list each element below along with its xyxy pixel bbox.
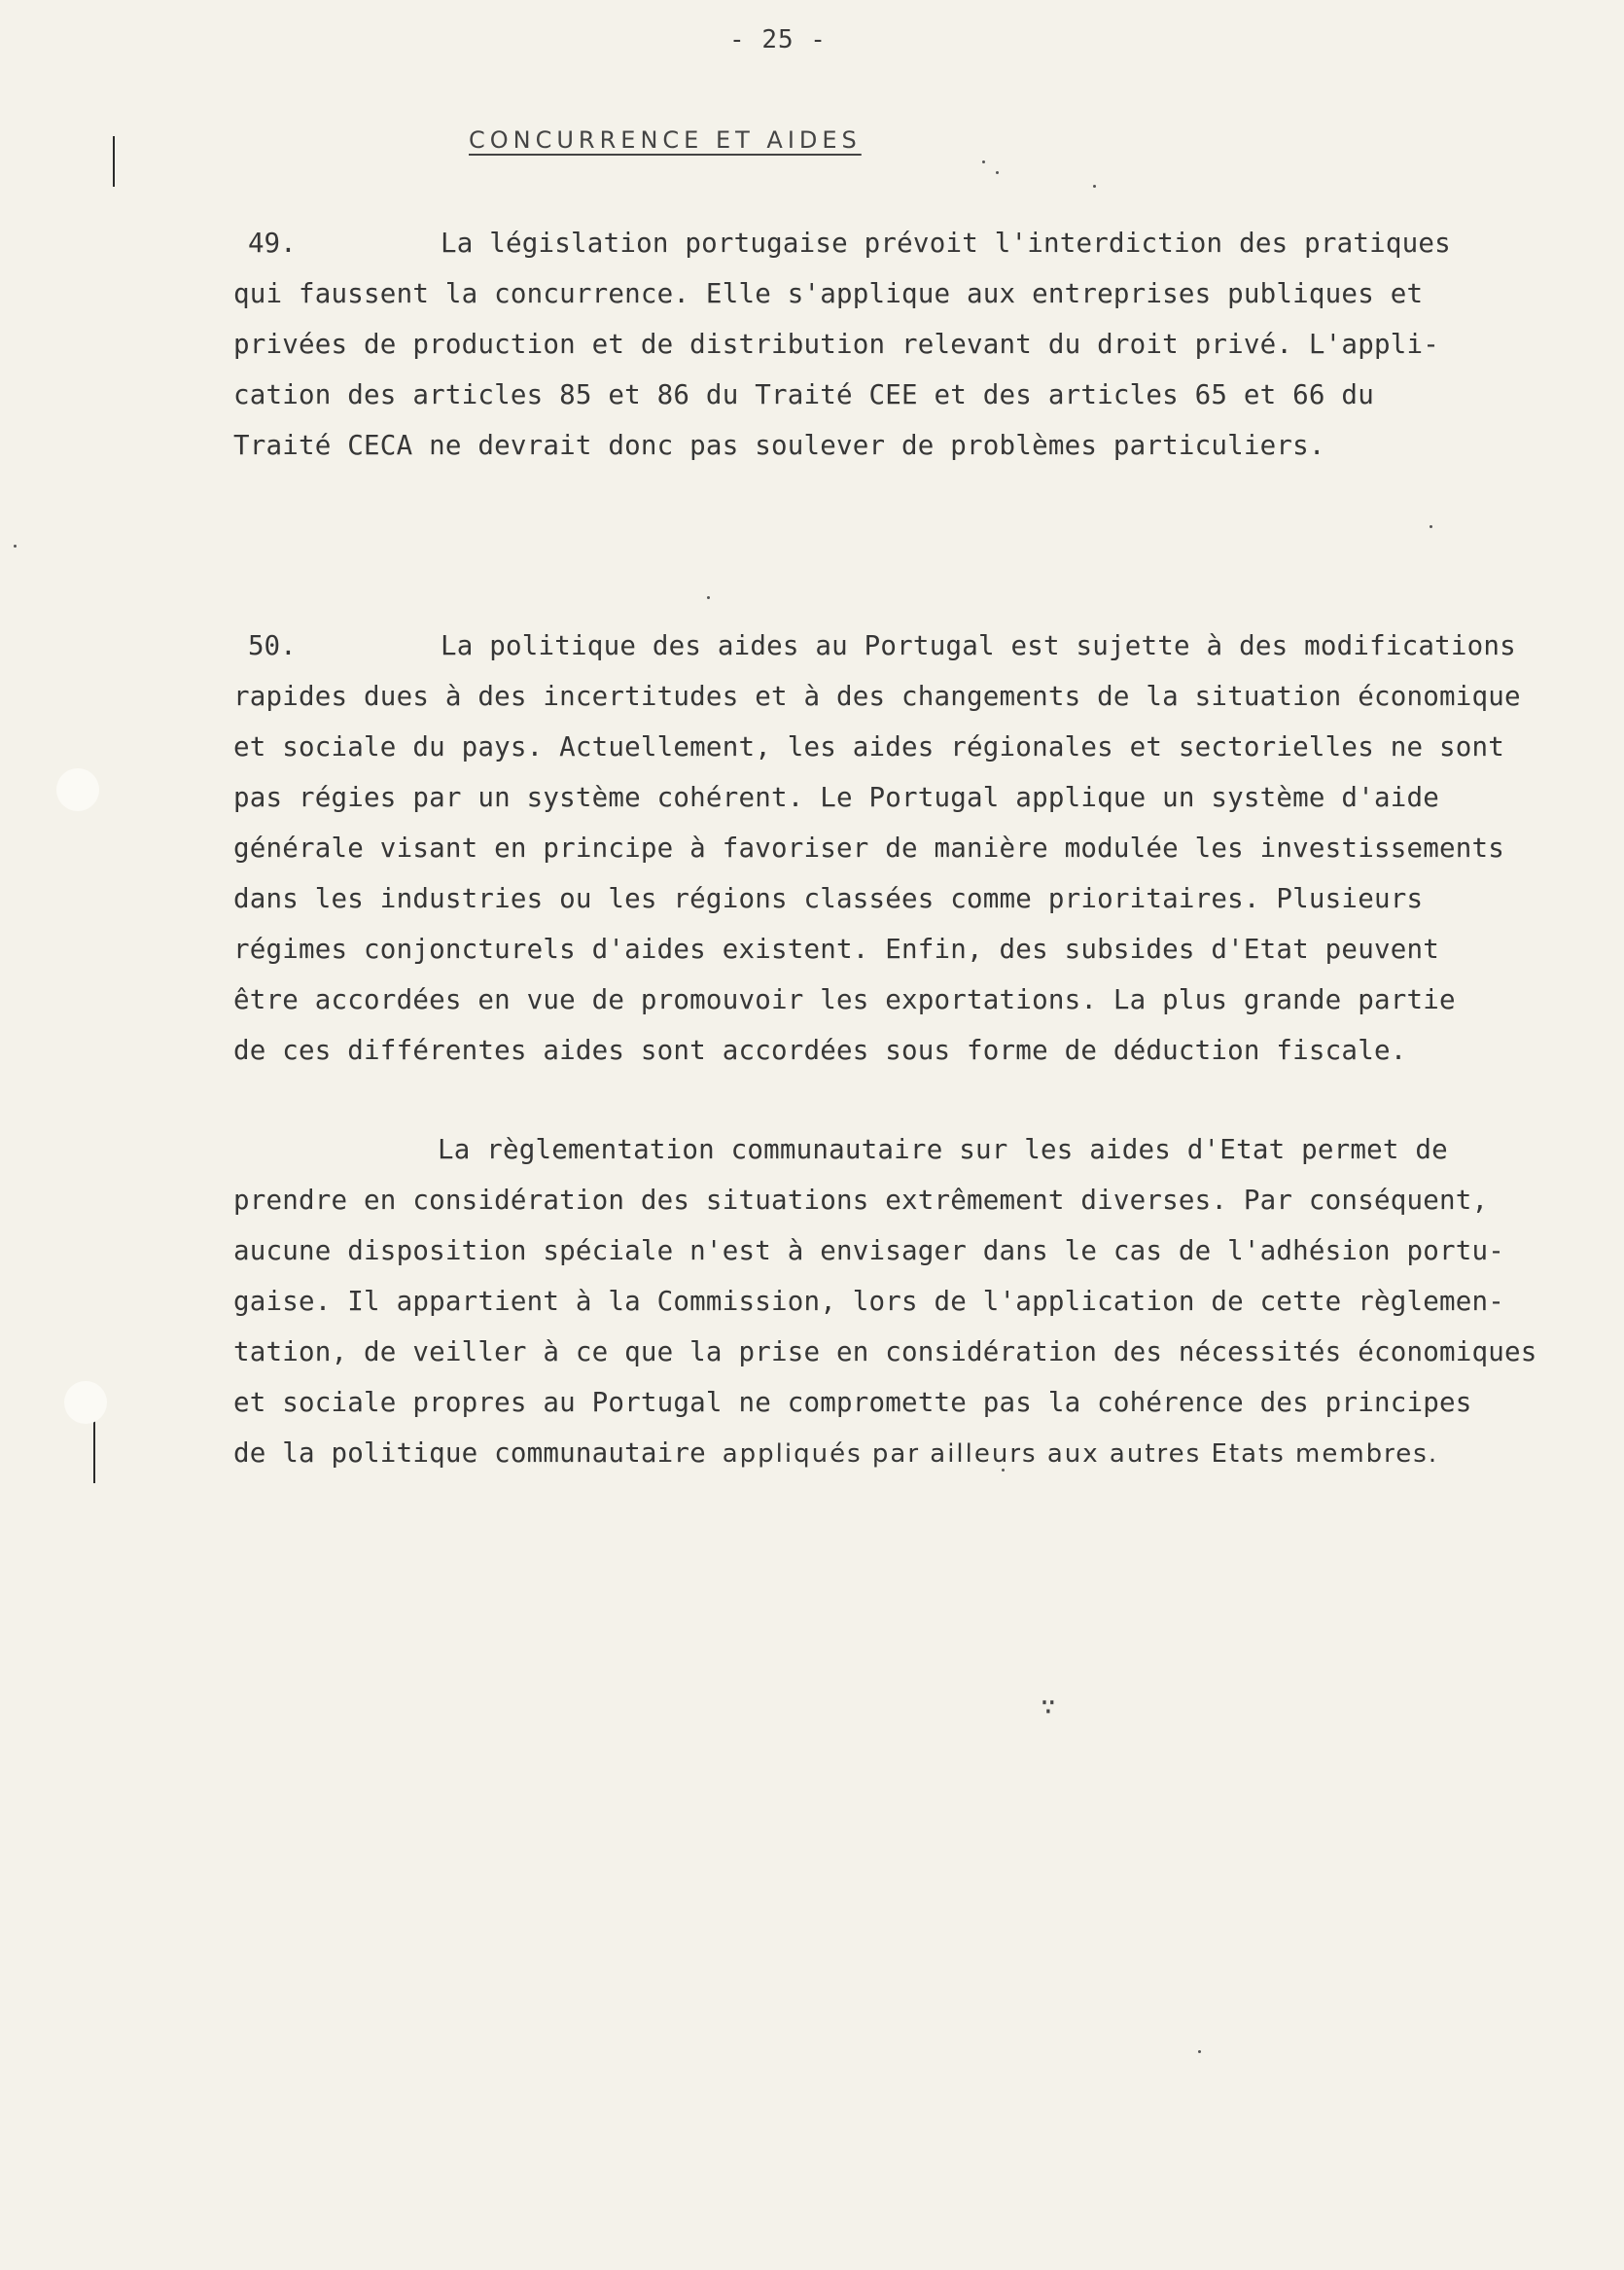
paragraph-50b-line xyxy=(233,1437,1438,1469)
page-number: - 25 - xyxy=(729,25,827,54)
end-of-text-mark: ∵ xyxy=(1041,1692,1056,1721)
paragraph-49-line: cation des articles 85 et 86 du Traité CEE et des articles 65 et 66 du xyxy=(233,379,1374,410)
paragraph-49-line: La législation portugaise prévoit l'interdiction des pratiques xyxy=(441,228,1451,259)
punch-hole-bottom xyxy=(64,1381,107,1424)
speck xyxy=(982,160,985,163)
speck xyxy=(707,596,710,599)
paragraph-50b-last-line-start: de la politique communautaire xyxy=(233,1437,706,1469)
paragraph-49-line: privées de production et de distribution relevant du droit privé. L'appli- xyxy=(233,329,1439,360)
paragraph-number-49: 49. xyxy=(248,228,297,259)
paragraph-50b-line: La règlementation communautaire sur les aides d'Etat permet de xyxy=(438,1134,1448,1165)
punch-hole-top xyxy=(56,768,99,811)
left-margin-mark-top xyxy=(113,136,115,187)
paragraph-50b-line: tation, de veiller à ce que la prise en considération des nécessités économiques xyxy=(233,1336,1537,1367)
speck xyxy=(1093,185,1096,188)
speck xyxy=(1002,1469,1005,1472)
paragraph-49-line: qui faussent la concurrence. Elle s'applique aux entreprises publiques et xyxy=(233,278,1424,309)
paragraph-50b-handwritten-tail: appliqués par ailleurs aux autres Etats membres. xyxy=(722,1439,1439,1469)
paragraph-50b-line: gaise. Il appartient à la Commission, lors de l'application de cette règlemen- xyxy=(233,1286,1504,1317)
paragraph-50-line: générale visant en principe à favoriser de manière modulée les investissements xyxy=(233,833,1504,864)
left-margin-mark-bottom xyxy=(93,1420,95,1483)
paragraph-number-50: 50. xyxy=(248,630,297,661)
paragraph-50-line: pas régies par un système cohérent. Le Portugal applique un système d'aide xyxy=(233,782,1439,813)
speck xyxy=(1198,2050,1201,2053)
speck xyxy=(14,545,17,548)
paragraph-49-line: Traité CECA ne devrait donc pas soulever de problèmes particuliers. xyxy=(233,430,1325,461)
speck xyxy=(1430,525,1432,528)
paragraph-50b-line: aucune disposition spéciale n'est à envisager dans le cas de l'adhésion portu- xyxy=(233,1235,1504,1266)
paragraph-50-line: La politique des aides au Portugal est sujette à des modifications xyxy=(441,630,1516,661)
section-heading: CONCURRENCE ET AIDES xyxy=(469,126,862,154)
paragraph-50-line: régimes conjoncturels d'aides existent. Enfin, des subsides d'Etat peuvent xyxy=(233,934,1439,965)
paragraph-50b-line: prendre en considération des situations extrêmement diverses. Par conséquent, xyxy=(233,1185,1489,1216)
paragraph-50-line: être accordées en vue de promouvoir les exportations. La plus grande partie xyxy=(233,984,1456,1015)
paragraph-50-line: de ces différentes aides sont accordées sous forme de déduction fiscale. xyxy=(233,1035,1407,1066)
speck xyxy=(996,171,999,174)
paragraph-50-line: dans les industries ou les régions classées comme prioritaires. Plusieurs xyxy=(233,883,1424,914)
paragraph-50-line: et sociale du pays. Actuellement, les aides régionales et sectorielles ne sont xyxy=(233,731,1504,763)
paragraph-50-line: rapides dues à des incertitudes et à des changements de la situation économique xyxy=(233,681,1521,712)
paragraph-50b-line: et sociale propres au Portugal ne compromette pas la cohérence des principes xyxy=(233,1387,1472,1418)
